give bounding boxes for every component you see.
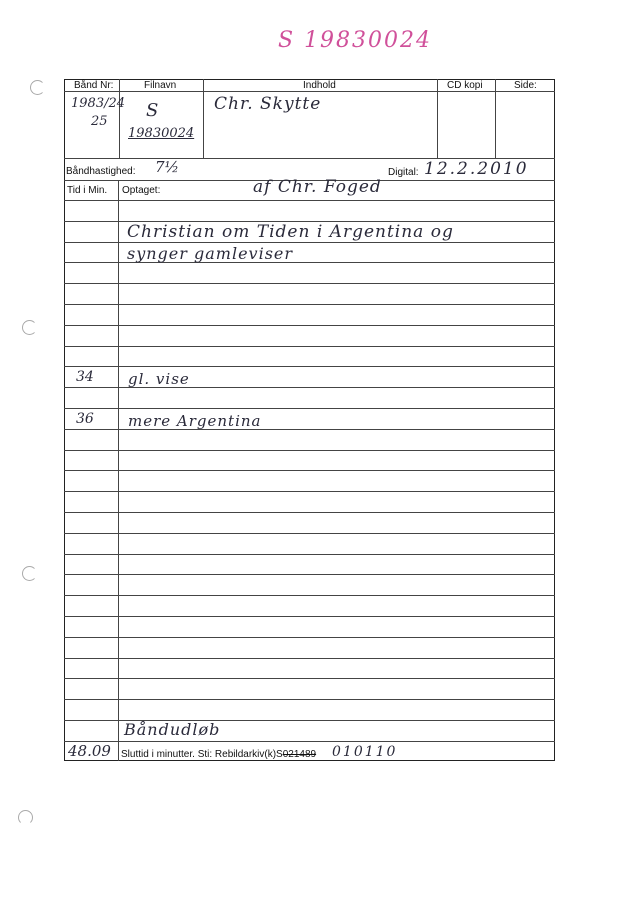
ruled-row-line [64, 408, 555, 409]
digital-label: Digital: [388, 167, 419, 178]
filnavn-value: 19830024 [128, 126, 195, 141]
ruled-row-line [64, 491, 555, 492]
ruled-row-line [64, 554, 555, 555]
ruled-row-line [64, 450, 555, 451]
end-time: 48.09 [68, 742, 111, 760]
col-divider-indhold [437, 79, 438, 158]
ruled-row-line [64, 533, 555, 534]
col-divider-time [118, 180, 119, 761]
tid-label: Tid i Min. [67, 185, 108, 196]
sluttid-label [121, 749, 316, 760]
ruled-row-line [64, 366, 555, 367]
band-udlob: Båndudløb [124, 720, 221, 739]
punch-hole-upper-middle [22, 320, 37, 335]
digital-value: 12.2.2010 [424, 159, 529, 179]
band-nr-label: Bånd Nr: [74, 80, 114, 91]
ruled-row-line [64, 699, 555, 700]
sluttid-prefix: Sluttid i minutter. Sti: Rebildarkiv(k)S [121, 749, 283, 760]
filnavn-prefix: S [146, 100, 159, 121]
ruled-row-line [64, 595, 555, 596]
bandhastighed-value: 7½ [155, 158, 180, 176]
header-divider [64, 91, 555, 92]
col-divider-band [119, 79, 120, 158]
entry-time: 36 [76, 411, 94, 427]
punch-hole-bottom [18, 810, 33, 825]
entry-text: mere Argentina [128, 412, 262, 430]
punch-hole-top [30, 80, 45, 95]
entry-text: synger gamleviser [127, 244, 294, 263]
optaget-label: Optaget: [122, 185, 161, 196]
ruled-row-line [64, 658, 555, 659]
band-nr-value-2: 25 [91, 114, 108, 129]
ruled-row-line [64, 325, 555, 326]
entry-text: gl. vise [128, 370, 190, 388]
ruled-row-line [64, 741, 555, 742]
indhold-label: Indhold [303, 80, 336, 91]
bandhastighed-label: Båndhastighed: [66, 166, 136, 177]
ruled-row-line [64, 616, 555, 617]
ruled-row-line [64, 637, 555, 638]
entry-text: Christian om Tiden i Argentina og [127, 222, 454, 242]
ruled-row-line [64, 283, 555, 284]
optaget-divider [64, 200, 555, 201]
indhold-value: Chr. Skytte [214, 94, 322, 114]
col-divider-filnavn [203, 79, 204, 158]
ruled-row-line [64, 574, 555, 575]
ruled-row-line [64, 346, 555, 347]
entry-time: 34 [76, 369, 94, 385]
ruled-row-line [64, 678, 555, 679]
side-label: Side: [514, 80, 537, 91]
ruled-row-line [64, 512, 555, 513]
optaget-value: af Chr. Foged [253, 177, 382, 197]
cd-kopi-label: CD kopi [447, 80, 483, 91]
sluttid-struck-number: 021489 [282, 749, 317, 760]
ruled-row-line [64, 242, 555, 243]
col-divider-cd [495, 79, 496, 158]
filnavn-label: Filnavn [144, 80, 177, 91]
ruled-row-line [64, 470, 555, 471]
sluttid-handwritten-number: 010110 [332, 744, 398, 760]
ruled-row-line [64, 304, 555, 305]
punch-hole-lower-middle [22, 566, 37, 581]
document-reference: S 19830024 [278, 28, 433, 53]
band-nr-value: 1983/24 [71, 96, 126, 111]
